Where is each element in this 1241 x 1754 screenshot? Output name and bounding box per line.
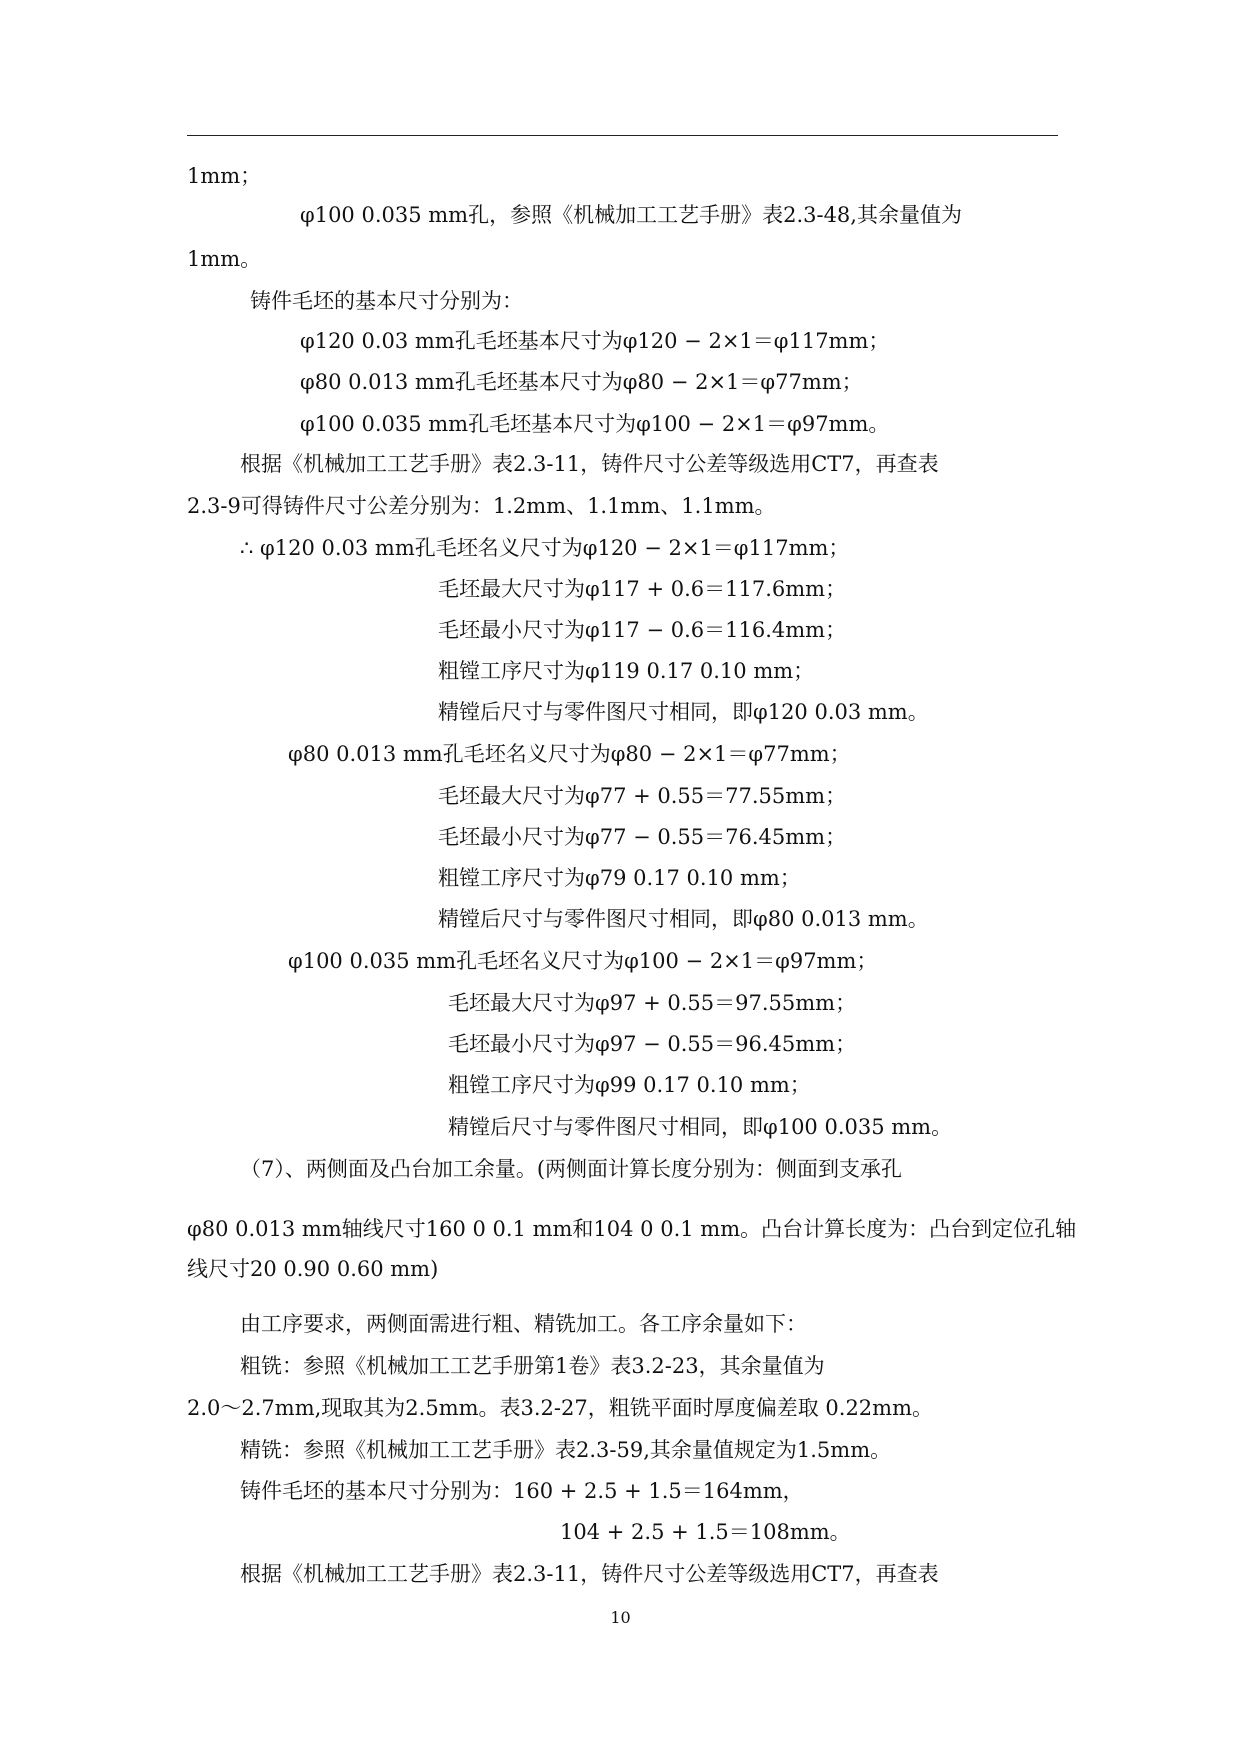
- text-line: φ80 0.013 mm轴线尺寸160 0 0.1 mm和104 0 0.1 mm。凸台计算长度为：凸台到定位孔轴: [187, 1217, 1077, 1241]
- text-line: φ120 0.03 mm孔毛坯基本尺寸为φ120 − 2×1＝φ117mm；: [300, 329, 890, 353]
- text-line: 2.0～2.7mm,现取其为2.5mm。表3.2-27，粗铣平面时厚度偏差取 0.22mm。: [187, 1396, 933, 1420]
- text-line: 毛坯最大尺寸为φ97 + 0.55＝97.55mm；: [448, 991, 857, 1015]
- text-line: 根据《机械加工工艺手册》表2.3-11，铸件尺寸公差等级选用CT7，再查表: [240, 1562, 939, 1586]
- text-line: 精镗后尺寸与零件图尺寸相同，即φ120 0.03 mm。: [438, 700, 929, 724]
- page-number: 10: [610, 1608, 631, 1627]
- text-line: 1mm；: [187, 164, 262, 188]
- text-line: 毛坯最大尺寸为φ77 + 0.55＝77.55mm；: [438, 784, 847, 808]
- text-line: 粗镗工序尺寸为φ79 0.17 0.10 mm；: [438, 866, 801, 890]
- text-line: 粗镗工序尺寸为φ119 0.17 0.10 mm；: [438, 659, 815, 683]
- text-line: 粗镗工序尺寸为φ99 0.17 0.10 mm；: [448, 1073, 811, 1097]
- text-line: 根据《机械加工工艺手册》表2.3-11，铸件尺寸公差等级选用CT7，再查表: [240, 452, 939, 476]
- text-line: φ100 0.035 mm孔毛坯基本尺寸为φ100 − 2×1＝φ97mm。: [300, 412, 890, 436]
- text-line: 铸件毛坯的基本尺寸分别为：160 + 2.5 + 1.5＝164mm，: [240, 1479, 804, 1503]
- text-line: 2.3-9可得铸件尺寸公差分别为：1.2mm、1.1mm、1.1mm。: [187, 494, 776, 518]
- text-line: 粗铣：参照《机械加工工艺手册第1卷》表3.2-23，其余量值为: [240, 1354, 825, 1378]
- text-line: φ80 0.013 mm孔毛坯基本尺寸为φ80 − 2×1＝φ77mm；: [300, 370, 863, 394]
- text-line: φ80 0.013 mm孔毛坯名义尺寸为φ80 − 2×1＝φ77mm；: [288, 742, 851, 766]
- text-line: 毛坯最小尺寸为φ97 − 0.55＝96.45mm；: [448, 1032, 857, 1056]
- text-line: φ100 0.035 mm孔毛坯名义尺寸为φ100 − 2×1＝φ97mm；: [288, 949, 878, 973]
- header-rule: [187, 135, 1058, 136]
- text-line: 毛坯最大尺寸为φ117 + 0.6＝117.6mm；: [438, 577, 847, 601]
- text-line: 线尺寸20 0.90 0.60 mm): [187, 1257, 439, 1281]
- text-line: 精铣：参照《机械加工工艺手册》表2.3-59,其余量值规定为1.5mm。: [240, 1438, 892, 1462]
- text-line: ∴ φ120 0.03 mm孔毛坯名义尺寸为φ120 − 2×1＝φ117mm；: [240, 536, 850, 560]
- text-line: 毛坯最小尺寸为φ117 − 0.6＝116.4mm；: [438, 618, 847, 642]
- text-line: φ100 0.035 mm孔，参照《机械加工工艺手册》表2.3-48,其余量值为: [300, 203, 962, 227]
- text-line: 铸件毛坯的基本尺寸分别为：: [250, 289, 523, 313]
- text-line: （7）、两侧面及凸台加工余量。(两侧面计算长度分别为：侧面到支承孔: [240, 1157, 903, 1181]
- text-line: 毛坯最小尺寸为φ77 − 0.55＝76.45mm；: [438, 825, 847, 849]
- text-line: 1mm。: [187, 247, 262, 271]
- text-line: 由工序要求，两侧面需进行粗、精铣加工。各工序余量如下：: [240, 1312, 807, 1336]
- text-line: 104 + 2.5 + 1.5＝108mm。: [560, 1520, 851, 1544]
- text-line: 精镗后尺寸与零件图尺寸相同，即φ100 0.035 mm。: [448, 1115, 953, 1139]
- text-line: 精镗后尺寸与零件图尺寸相同，即φ80 0.013 mm。: [438, 907, 929, 931]
